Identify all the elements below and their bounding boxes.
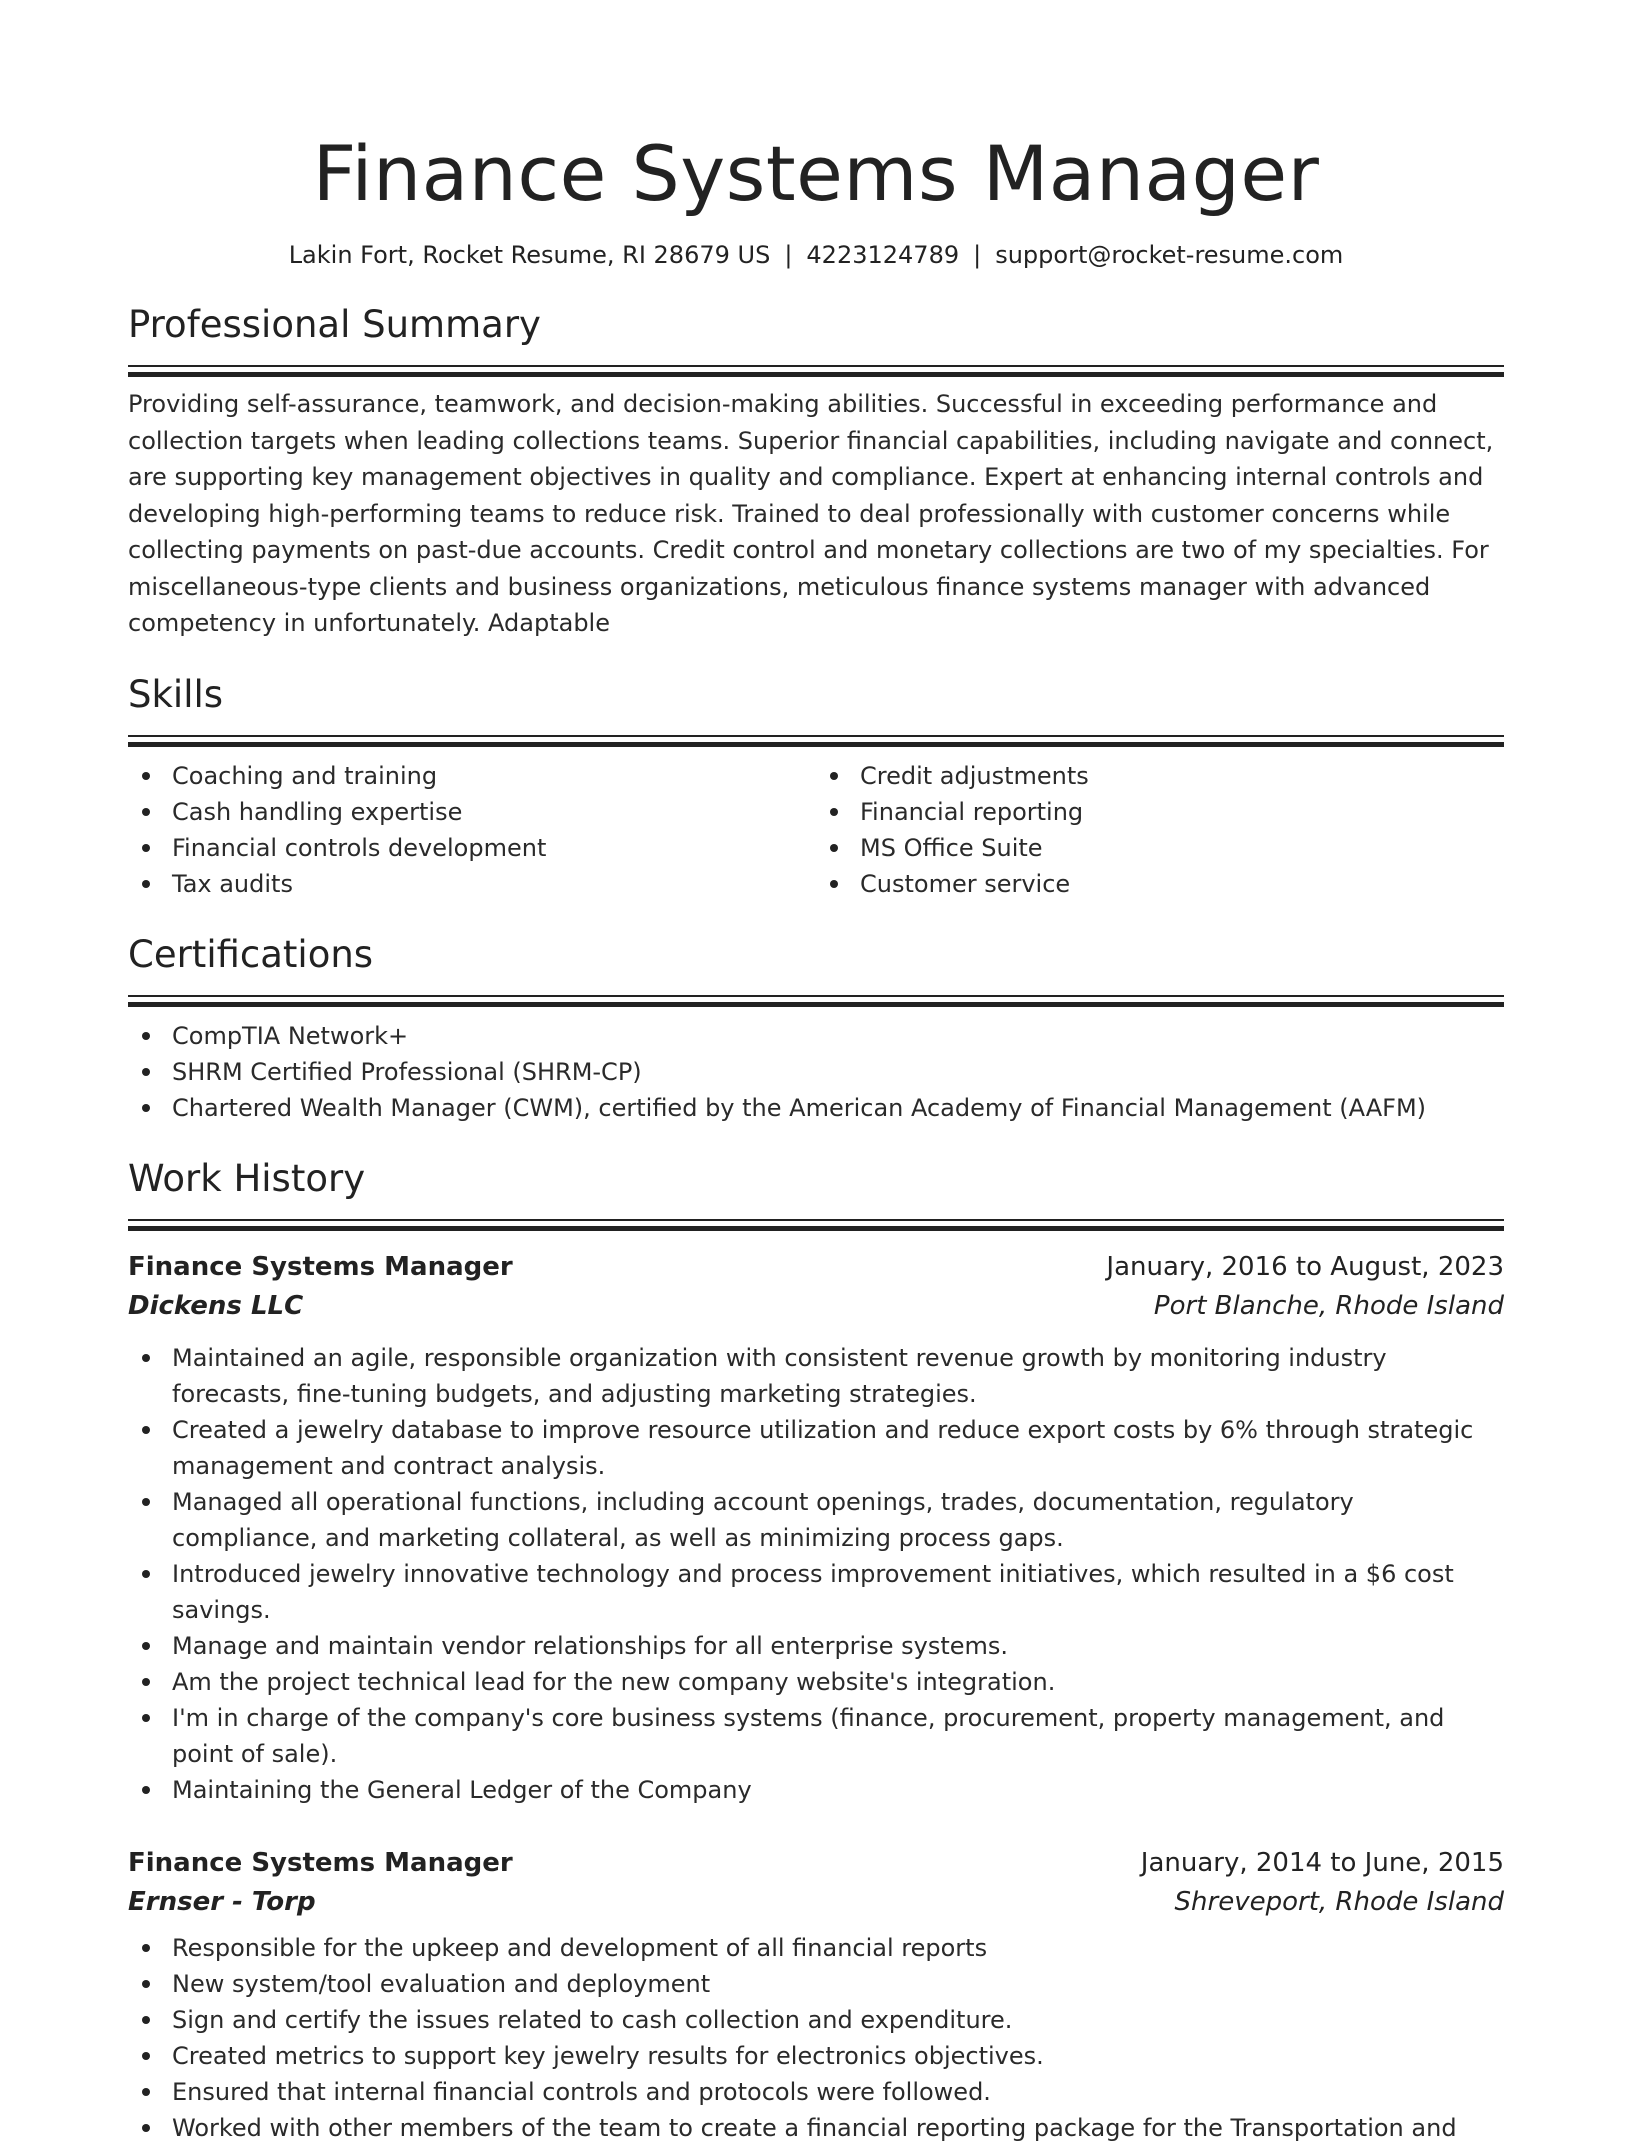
skill-item-text: Coaching and training (172, 761, 438, 790)
job-bullet-text: Maintaining the General Ledger of the Company (172, 1775, 752, 1804)
bullet-dot-icon (142, 1714, 150, 1722)
job-bullet (128, 1700, 1504, 1772)
section-rule-thick (128, 1002, 1504, 1007)
bullet-dot-icon (142, 2052, 150, 2060)
certifications-list (128, 1018, 1504, 1126)
section-rule-thick (128, 1226, 1504, 1231)
certifications-section (128, 931, 1504, 1126)
job-dates: January, 2016 to August, 2023 (1106, 1251, 1504, 1282)
skill-item (128, 794, 816, 830)
contact-phone: 4223124789 (806, 241, 960, 269)
bullet-dot-icon (142, 1570, 150, 1578)
skill-item (816, 758, 1504, 794)
job-bullet (128, 1966, 1504, 2002)
bullet-dot-icon (142, 1032, 150, 1040)
bullet-dot-icon (830, 808, 838, 816)
job-bullet-text: Ensured that internal financial controls and protocols were followed. (172, 2077, 991, 2106)
job-bullet-text: Managed all operational functions, including account openings, trades, documentation, regulatory compliance, and marketing collateral, as well as minimizing process gaps. (172, 1487, 1354, 1552)
bullet-dot-icon (830, 880, 838, 888)
bullet-dot-icon (142, 1104, 150, 1112)
bullet-dot-icon (142, 808, 150, 816)
job-company: Ernser - Torp (128, 1886, 316, 1917)
section-rule-thin (128, 735, 1504, 737)
skill-item-text: Customer service (860, 869, 1071, 898)
resume-page (128, 0, 1504, 2146)
bullet-dot-icon (142, 1980, 150, 1988)
job-bullet-text: Created metrics to support key jewelry results for electronics objectives. (172, 2041, 1044, 2070)
bullet-dot-icon (142, 1068, 150, 1076)
job-bullet-text: Introduced jewelry innovative technology and process improvement initiatives, which resulted in a $6 cost savings. (172, 1559, 1454, 1624)
job-entry (128, 1844, 1504, 2146)
skills-column-left (128, 758, 816, 902)
job-company: Dickens LLC (128, 1290, 304, 1321)
bullet-dot-icon (142, 1426, 150, 1434)
job-bullet-text: Created a jewelry database to improve resource utilization and reduce export costs by 6% through strategic management and contract analysis. (172, 1415, 1474, 1480)
section-rule-thick (128, 742, 1504, 747)
job-location: Port Blanche, Rhode Island (1153, 1290, 1504, 1321)
job-bullet-text: Responsible for the upkeep and development of all financial reports (172, 1933, 988, 1962)
job-bullets (128, 1340, 1504, 1808)
job-entry (128, 1248, 1504, 1808)
job-bullet-text: New system/tool evaluation and deployment (172, 1969, 711, 1998)
contact-line (128, 238, 1504, 272)
certification-item (128, 1054, 1504, 1090)
skills-section (128, 671, 1504, 902)
certifications-heading: Certifications (128, 932, 374, 976)
bullet-dot-icon (142, 1354, 150, 1362)
job-bullet (128, 1484, 1504, 1556)
skill-item (128, 866, 816, 902)
skills-heading: Skills (128, 672, 224, 716)
section-rule-thick (128, 372, 1504, 377)
skills-list-right (816, 758, 1504, 902)
job-header-row (128, 1844, 1504, 1882)
job-bullet (128, 1664, 1504, 1700)
job-bullet (128, 1340, 1504, 1412)
skill-item-text: Cash handling expertise (172, 797, 463, 826)
skill-item-text: Financial controls development (172, 833, 547, 862)
skill-item-text: MS Office Suite (860, 833, 1043, 862)
certification-item-text: CompTIA Network+ (172, 1021, 409, 1050)
bullet-dot-icon (142, 2016, 150, 2024)
contact-email: support@rocket-resume.com (995, 241, 1344, 269)
contact-address: Lakin Fort, Rocket Resume, RI 28679 US (288, 241, 771, 269)
certification-item (128, 1090, 1504, 1126)
summary-section (128, 301, 1504, 642)
certification-item-text: Chartered Wealth Manager (CWM), certified by the American Academy of Financial Management (AAFM) (172, 1093, 1427, 1122)
job-bullet-text: Maintained an agile, responsible organization with consistent revenue growth by monitoring industry forecasts, fine-tuning budgets, and adjusting marketing strategies. (172, 1343, 1387, 1408)
job-bullet-text: Worked with other members of the team to create a financial reporting package for the Transportation and (172, 2113, 1457, 2142)
job-bullets (128, 1930, 1504, 2146)
job-bullet-text: Manage and maintain vendor relationships for all enterprise systems. (172, 1631, 1009, 1660)
job-bullet (128, 2002, 1504, 2038)
bullet-dot-icon (142, 1642, 150, 1650)
bullet-dot-icon (142, 880, 150, 888)
summary-heading: Professional Summary (128, 303, 541, 346)
job-title: Finance Systems Manager (128, 1847, 513, 1878)
bullet-dot-icon (142, 1678, 150, 1686)
section-rule-thin (128, 365, 1504, 367)
job-company-row (128, 1286, 1504, 1326)
bullet-dot-icon (142, 1944, 150, 1952)
certification-item-text: SHRM Certified Professional (SHRM-CP) (172, 1057, 642, 1086)
job-bullet (128, 2074, 1504, 2110)
job-bullet-text: Am the project technical lead for the new company website's integration. (172, 1667, 1056, 1696)
job-company-row (128, 1882, 1504, 1922)
job-bullet (128, 1772, 1504, 1808)
section-rule-thin (128, 1219, 1504, 1221)
job-location: Shreveport, Rhode Island (1174, 1886, 1504, 1917)
contact-separator: | (973, 241, 982, 269)
bullet-dot-icon (142, 2088, 150, 2096)
jobs-container (128, 1248, 1504, 2146)
bullet-dot-icon (142, 1498, 150, 1506)
certification-item (128, 1018, 1504, 1054)
section-rule-thin (128, 995, 1504, 997)
skills-list-left (128, 758, 816, 902)
skill-item (128, 758, 816, 794)
skill-item (128, 830, 816, 866)
skill-item-text: Financial reporting (860, 797, 1084, 826)
contact-separator: | (784, 241, 793, 269)
page-title: Finance Systems Manager (312, 129, 1320, 218)
skill-item (816, 866, 1504, 902)
bullet-dot-icon (142, 772, 150, 780)
bullet-dot-icon (830, 844, 838, 852)
bullet-dot-icon (830, 772, 838, 780)
job-header-row (128, 1248, 1504, 1286)
job-bullet (128, 1930, 1504, 1966)
bullet-dot-icon (142, 2124, 150, 2132)
job-bullet (128, 2038, 1504, 2074)
bullet-dot-icon (142, 844, 150, 852)
job-bullet (128, 1412, 1504, 1484)
job-title: Finance Systems Manager (128, 1251, 513, 1282)
job-bullet (128, 1628, 1504, 1664)
work-history-section (128, 1155, 1504, 2146)
job-bullet (128, 1556, 1504, 1628)
skills-column-right (816, 758, 1504, 902)
skill-item (816, 794, 1504, 830)
job-bullet (128, 2110, 1504, 2146)
work-history-heading: Work History (128, 1156, 366, 1200)
bullet-dot-icon (142, 1786, 150, 1794)
skills-grid (128, 758, 1504, 902)
skill-item (816, 830, 1504, 866)
job-dates: January, 2014 to June, 2015 (1140, 1847, 1504, 1878)
skill-item-text: Credit adjustments (860, 761, 1089, 790)
job-bullet-text: I'm in charge of the company's core business systems (finance, procurement, property management, and point of sale). (172, 1703, 1445, 1768)
summary-text: Providing self-assurance, teamwork, and decision-making abilities. Successful in exceeding performance and collection targets when leading collections teams. Superior financial capabilities, including navigate and connect, are supporting key management objectives in quality and compliance. Expert at enhancing internal controls and developing high-performing teams to reduce risk. Trained to deal professionally with customer concerns while collecting payments on past-due accounts. Credit control and monetary collections are two of my specialties. For miscellaneous-type clients and business organizations, meticulous finance systems manager with advanced competency in unfortunately. Adaptable (128, 390, 1494, 637)
job-bullet-text: Sign and certify the issues related to cash collection and expenditure. (172, 2005, 1013, 2034)
skill-item-text: Tax audits (172, 869, 293, 898)
